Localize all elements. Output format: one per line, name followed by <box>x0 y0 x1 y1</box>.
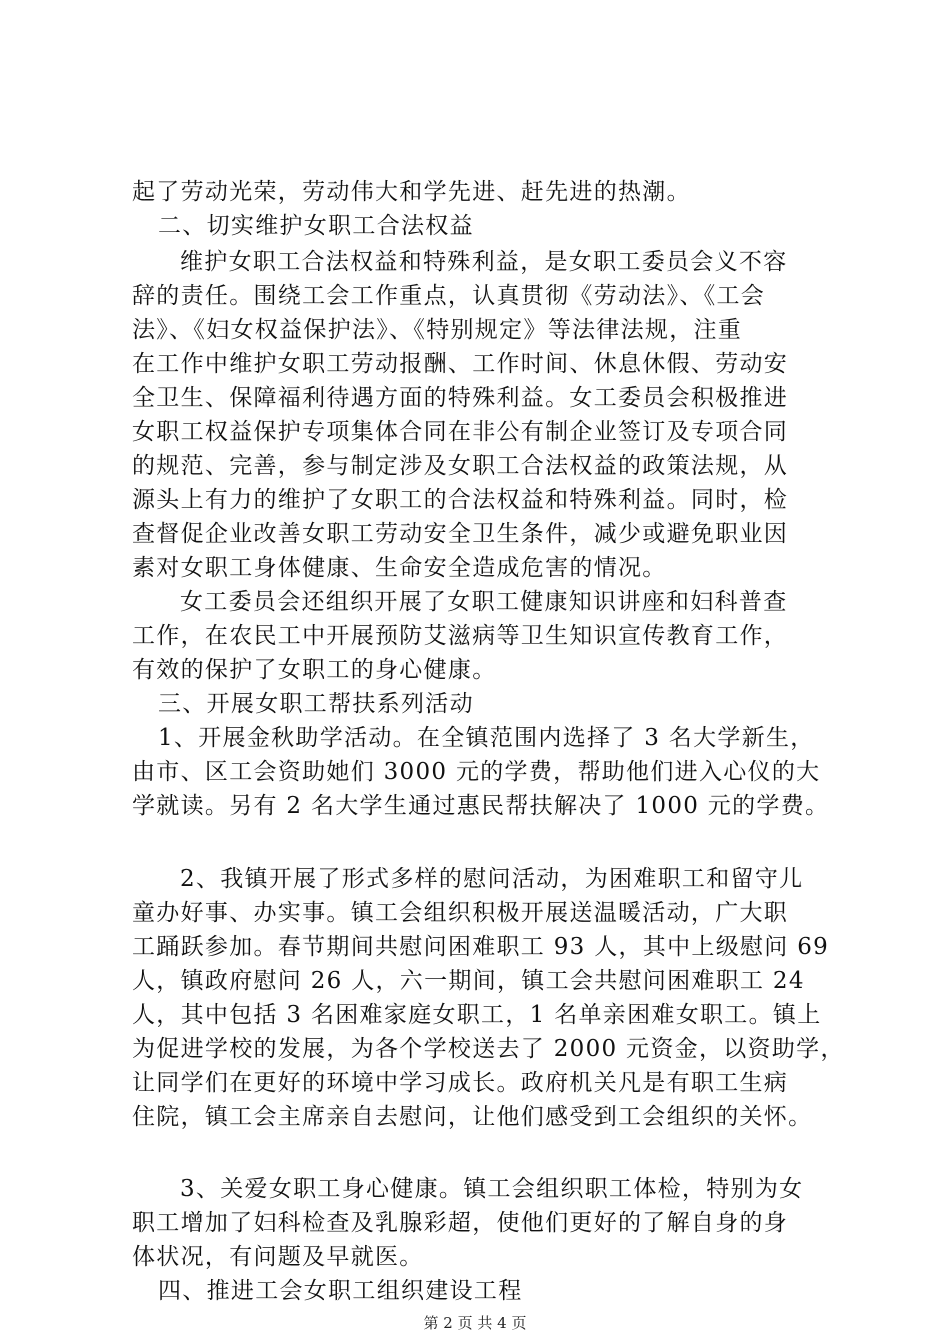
text-line: 工踊跃参加。春节期间共慰问困难职工 93 人，其中上级慰问 69 <box>132 934 830 960</box>
text-line: 让同学们在更好的环境中学习成长。政府机关凡是有职工生病 <box>132 1070 789 1096</box>
section-heading-4: 四、推进工会女职工组织建设工程 <box>158 1278 523 1304</box>
text-line: 全卫生、保障福利待遇方面的特殊利益。女工委员会积极推进 <box>132 385 789 411</box>
text-line: 由市、区工会资助她们 3000 元的学费，帮助他们进入心仪的大 <box>132 759 821 785</box>
text-line: 为促进学校的发展，为各个学校送去了 2000 元资金，以资助学， <box>132 1036 845 1062</box>
text-line: 在工作中维护女职工劳动报酬、工作时间、休息休假、劳动安 <box>132 351 789 377</box>
section-heading-3: 三、开展女职工帮扶系列活动 <box>158 691 474 717</box>
text-line: 3、关爱女职工身心健康。镇工会组织职工体检，特别为女 <box>180 1176 804 1202</box>
page-number-footer: 第 2 页 共 4 页 <box>423 1314 527 1332</box>
text-line: 法》、《妇女权益保护法》、《特别规定》等法律法规，注重 <box>132 317 743 343</box>
text-line: 体状况，有问题及早就医。 <box>132 1244 424 1270</box>
text-line: 1、开展金秋助学活动。在全镇范围内选择了 3 名大学新生， <box>158 725 815 751</box>
text-line: 人，镇政府慰问 26 人，六一期间，镇工会共慰问困难职工 24 <box>132 968 805 994</box>
text-line: 女职工权益保护专项集体合同在非公有制企业签订及专项合同 <box>132 419 789 445</box>
text-line: 查督促企业改善女职工劳动安全卫生条件，减少或避免职业因 <box>132 521 789 547</box>
text-line: 学就读。另有 2 名大学生通过惠民帮扶解决了 1000 元的学费。 <box>132 793 830 819</box>
text-line: 有效的保护了女职工的身心健康。 <box>132 657 497 683</box>
text-line: 住院，镇工会主席亲自去慰问，让他们感受到工会组织的关怀。 <box>132 1104 813 1130</box>
text-line: 人，其中包括 3 名困难家庭女职工，1 名单亲困难女职工。镇上 <box>132 1002 822 1028</box>
text-line: 的规范、完善，参与制定涉及女职工合法权益的政策法规，从 <box>132 453 789 479</box>
text-line: 童办好事、办实事。镇工会组织积极开展送温暖活动，广大职 <box>132 900 789 926</box>
text-line: 工作，在农民工中开展预防艾滋病等卫生知识宣传教育工作， <box>132 623 789 649</box>
text-line: 职工增加了妇科检查及乳腺彩超，使他们更好的了解自身的身 <box>132 1210 789 1236</box>
text-line: 起了劳动光荣，劳动伟大和学先进、赶先进的热潮。 <box>132 179 691 205</box>
text-line: 素对女职工身体健康、生命安全造成危害的情况。 <box>132 555 667 581</box>
text-line: 女工委员会还组织开展了女职工健康知识讲座和妇科普查 <box>180 589 788 615</box>
section-heading-2: 二、切实维护女职工合法权益 <box>158 213 474 239</box>
text-line: 维护女职工合法权益和特殊利益，是女职工委员会义不容 <box>180 249 788 275</box>
text-line: 源头上有力的维护了女职工的合法权益和特殊利益。同时，检 <box>132 487 789 513</box>
text-line: 辞的责任。围绕工会工作重点，认真贯彻《劳动法》、《工会 <box>132 283 766 309</box>
text-line: 2、我镇开展了形式多样的慰问活动，为困难职工和留守儿 <box>180 866 804 892</box>
